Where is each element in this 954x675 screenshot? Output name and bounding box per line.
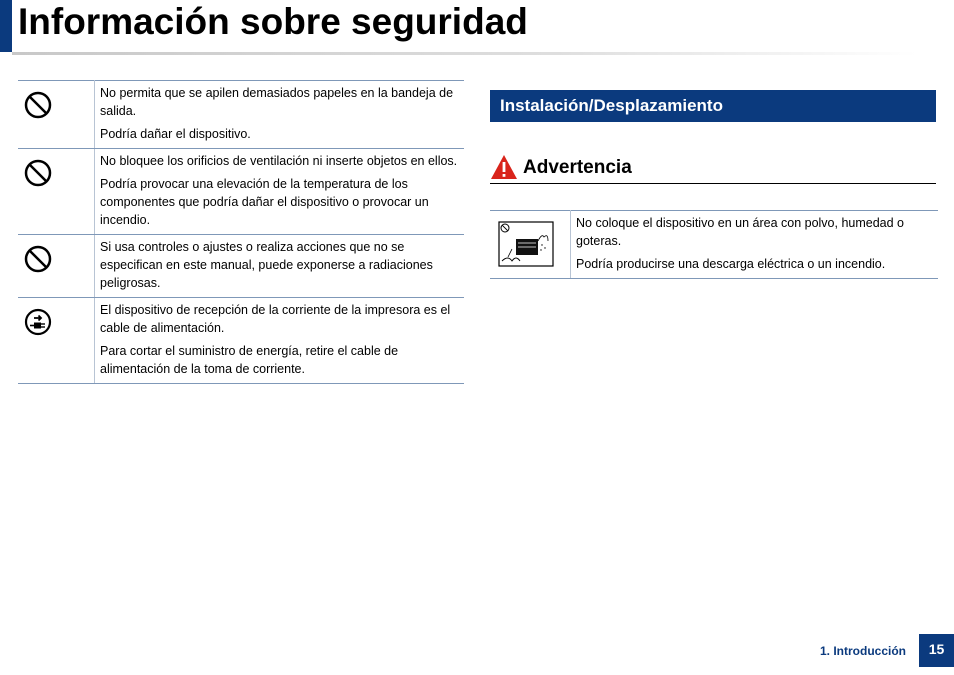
section-heading: Instalación/Desplazamiento [490, 90, 936, 122]
warning-triangle-icon [490, 154, 518, 180]
page-title: Información sobre seguridad [18, 1, 528, 42]
prohibition-icon [24, 91, 52, 119]
row-text: El dispositivo de recepción de la corriente de la impresora es el cable de alimentación. [100, 303, 451, 335]
page-number: 15 [919, 634, 954, 667]
footer-chapter-link[interactable]: 1. Introducción [819, 644, 906, 658]
warning-label: Advertencia [523, 157, 632, 178]
table-row [18, 298, 464, 384]
prohibition-icon [24, 159, 52, 187]
prohibition-icon [24, 245, 52, 273]
no-dust-humidity-icon [498, 221, 554, 267]
table-row [490, 211, 938, 279]
row-text: Para cortar el suministro de energía, retire el cable de alimentación de la toma de corriente. [100, 344, 399, 376]
row-text: No bloquee los orificios de ventilación ni inserte objetos en ellos. [100, 154, 458, 168]
title-accent-bar [0, 0, 12, 52]
row-text: Podría producirse una descarga eléctrica o un incendio. [576, 257, 886, 271]
safety-table-right [490, 210, 938, 279]
row-text: Podría provocar una elevación de la temperatura de los componentes que podría dañar el dispositivo o provocar un incendio. [100, 177, 429, 227]
table-row [18, 81, 464, 149]
safety-table-left [18, 80, 464, 384]
row-text: No permita que se apilen demasiados papeles en la bandeja de salida. [100, 86, 454, 118]
row-text: No coloque el dispositivo en un área con polvo, humedad o goteras. [576, 216, 904, 248]
row-text: Podría dañar el dispositivo. [100, 127, 251, 141]
table-row [18, 149, 464, 235]
warning-heading [490, 154, 936, 184]
title-divider [12, 52, 917, 55]
table-row [18, 235, 464, 298]
unplug-icon [24, 308, 52, 336]
row-text: Si usa controles o ajustes o realiza acciones que no se especifican en este manual, puede exponerse a radiaciones peligrosas. [100, 240, 433, 290]
